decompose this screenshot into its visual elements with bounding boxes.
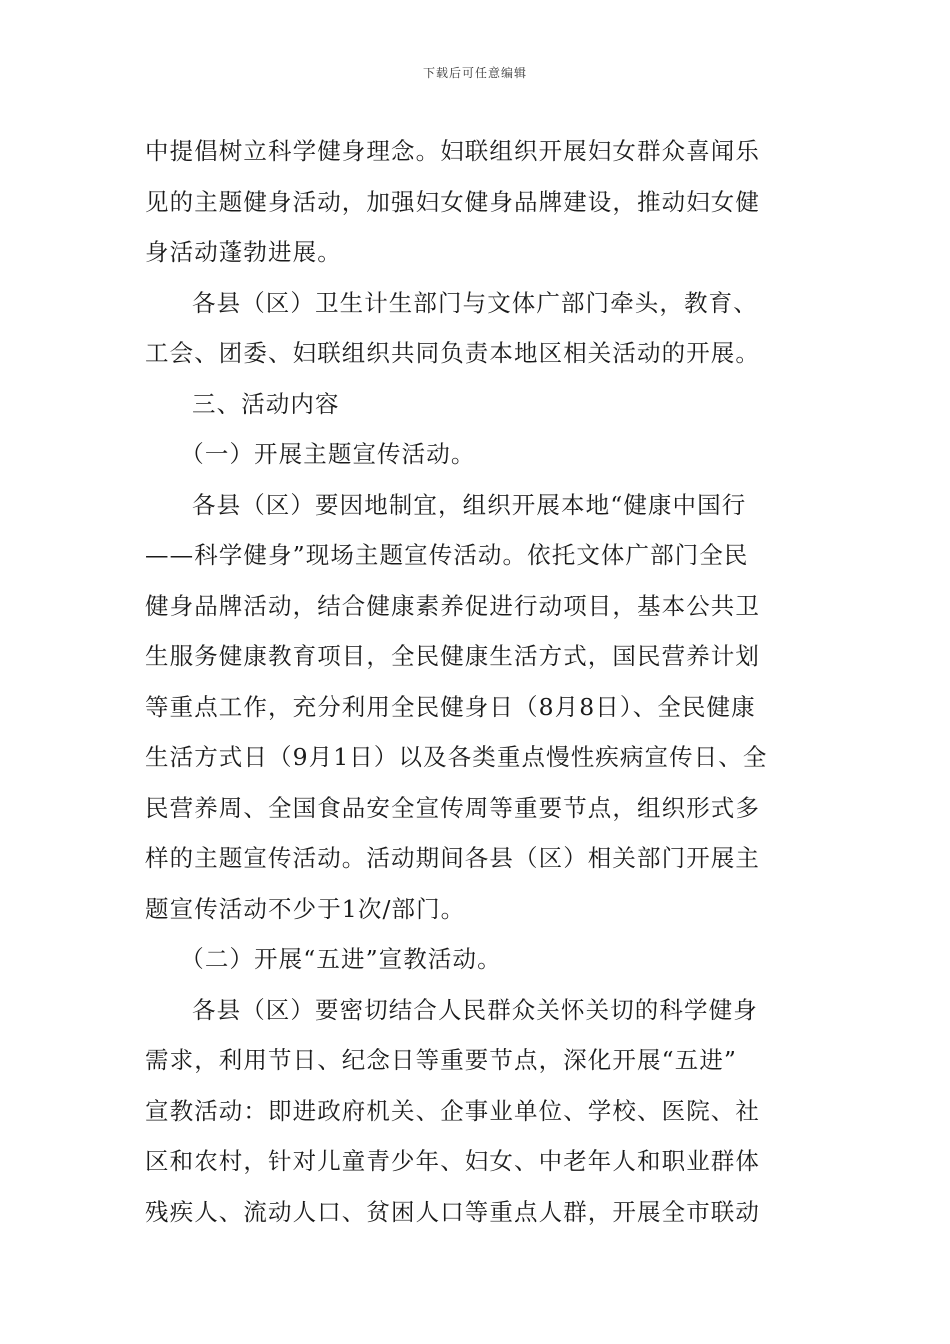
paragraph-five-entries <box>145 985 810 1238</box>
text-line: 需求，利用节日、纪念日等重要节点，深化开展“五进” <box>145 1046 738 1074</box>
text-line: 题宣传活动不少于1次/部门。 <box>145 894 466 923</box>
subsection-heading: （一）开展主题宣传活动。 <box>180 440 476 468</box>
subsection-heading-2 <box>145 934 810 985</box>
text-line: 等重点工作，充分利用全民健身日（8月8日）、全民健康 <box>145 692 756 721</box>
text-line: 民营养周、全国食品安全宣传周等重要节点，组织形式多 <box>145 793 760 822</box>
text-line: ——科学健身”现场主题宣传活动。依托文体广部门全民 <box>145 541 749 569</box>
subsection-heading-1 <box>145 429 810 480</box>
text-line: 各县（区）卫生计生部门与文体广部门牵头，教育、 <box>192 288 758 317</box>
paragraph-theme-promotion <box>145 480 810 935</box>
paragraph-responsibility <box>145 278 810 379</box>
subsection-heading: （二）开展“五进”宣教活动。 <box>180 945 502 973</box>
text-line: 生服务健康教育项目，全民健康生活方式，国民营养计划 <box>145 642 760 670</box>
text-line: 残疾人、流动人口、贫困人口等重点人群，开展全市联动 <box>145 1197 760 1226</box>
text-line: 区和农村，针对儿童青少年、妇女、中老年人和职业群体 <box>145 1147 760 1175</box>
text-line: 生活方式日（9月1日）以及各类重点慢性疾病宣传日、全 <box>145 743 768 771</box>
text-line: 工会、团委、妇联组织共同负责本地区相关活动的开展。 <box>145 339 760 367</box>
text-line: 见的主题健身活动，加强妇女健身品牌建设，推动妇女健 <box>145 187 760 216</box>
paragraph-women-fitness <box>145 126 810 278</box>
section-heading-activity-content <box>145 379 810 430</box>
page-header: 下载后可任意编辑 <box>422 66 527 80</box>
text-line: 宣教活动：即进政府机关、企事业单位、学校、医院、社 <box>145 1096 760 1125</box>
text-line: 身活动蓬勃进展。 <box>145 238 342 266</box>
text-line: 中提倡树立科学健身理念。妇联组织开展妇女群众喜闻乐 <box>145 137 760 165</box>
text-line: 各县（区）要因地制宜，组织开展本地“健康中国行 <box>192 490 747 519</box>
text-line: 样的主题宣传活动。活动期间各县（区）相关部门开展主 <box>145 844 760 872</box>
text-line: 健身品牌活动，结合健康素养促进行动项目，基本公共卫 <box>145 591 760 620</box>
section-heading: 三、活动内容 <box>192 389 340 418</box>
document-body <box>145 126 810 1237</box>
text-line: 各县（区）要密切结合人民群众关怀关切的科学健身 <box>192 995 758 1024</box>
